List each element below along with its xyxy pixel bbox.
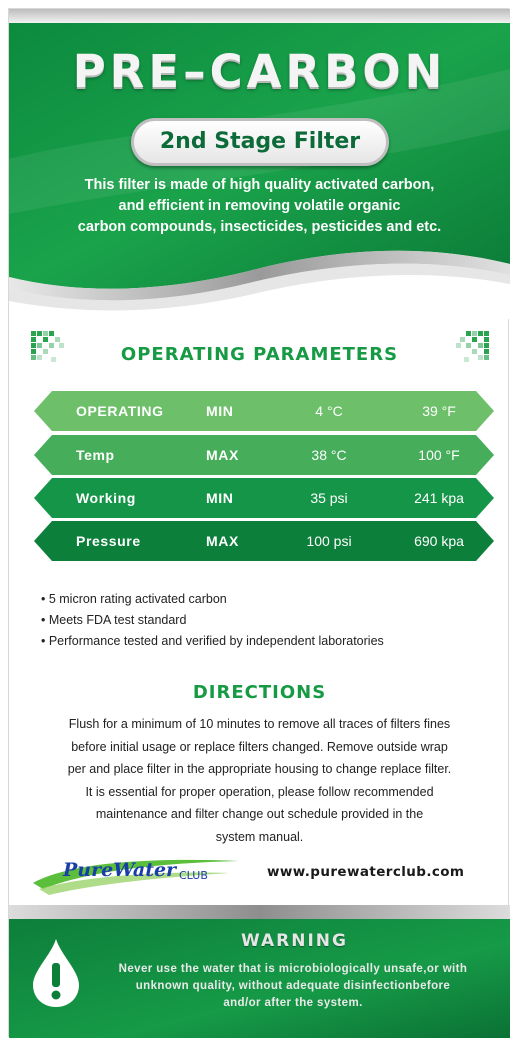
directions-line: system manual. — [215, 829, 304, 844]
parameter-kind: MIN — [206, 490, 234, 506]
directions-line: per and place filter in the appropriate housing to change replace filter. — [67, 762, 452, 776]
parameter-label: Pressure — [76, 533, 141, 549]
warning-line: Never use the water that is microbiologically unsafe,or with — [118, 963, 468, 975]
directions-line: maintenance and filter change out schedule provided in the — [95, 807, 424, 821]
parameter-row — [34, 478, 494, 518]
website-url: www.purewaterclub.com — [267, 864, 465, 880]
intro-line: This filter is made of high quality activated carbon, — [84, 177, 435, 193]
logo-suffix: CLUB — [179, 869, 208, 882]
directions-line: before initial usage or replace filters changed. Remove outside wrap — [71, 739, 448, 754]
parameter-kind: MIN — [206, 403, 234, 419]
parameter-row — [34, 435, 494, 475]
intro-line: carbon compounds, insecticides, pesticides and etc. — [77, 219, 442, 235]
parameter-metric-value: 35 psi — [310, 490, 348, 506]
parameter-metric-value: 4 °C — [315, 403, 343, 419]
parameter-imperial-value: 39 °F — [422, 403, 456, 419]
directions-line: It is essential for proper operation, please follow recommended — [85, 784, 434, 799]
warning-banner — [9, 905, 510, 1038]
header-banner — [9, 9, 510, 319]
parameter-label: Working — [76, 490, 136, 506]
parameter-label: Temp — [76, 447, 115, 463]
directions-text — [27, 713, 492, 848]
parameters-heading: OPERATING PARAMETERS — [120, 344, 399, 365]
intro-line: and efficient in removing volatile organic — [118, 198, 401, 214]
brand-logo — [29, 849, 249, 899]
product-title: PRE–CARBON — [72, 45, 447, 98]
parameter-imperial-value: 100 °F — [418, 447, 460, 463]
intro-text — [29, 175, 490, 238]
feature-item: • Performance tested and verified by independent laboratories — [41, 634, 384, 648]
directions-heading: DIRECTIONS — [192, 682, 327, 703]
parameter-metric-value: 100 psi — [306, 533, 352, 549]
warning-text — [93, 961, 493, 1012]
warning-line: unknown quality, without adequate disinfectionbefore — [135, 980, 451, 992]
parameter-imperial-value: 241 kpa — [414, 490, 464, 506]
feature-list — [41, 589, 384, 652]
parameter-row — [34, 391, 494, 431]
warning-heading: WARNING — [241, 931, 348, 951]
feature-item: • Meets FDA test standard — [41, 613, 187, 627]
directions-line: Flush for a minimum of 10 minutes to remove all traces of filters fines — [68, 717, 451, 731]
warning-line: and/or after the system. — [223, 997, 363, 1009]
filter-label-card — [8, 8, 509, 1037]
parameter-imperial-value: 690 kpa — [414, 533, 464, 549]
logo-wordmark: PureWater — [63, 859, 177, 881]
parameter-label: OPERATING — [76, 403, 164, 419]
parameter-kind: MAX — [206, 533, 239, 549]
feature-item: • 5 micron rating activated carbon — [41, 592, 227, 606]
parameter-row — [34, 521, 494, 561]
parameter-metric-value: 38 °C — [311, 447, 347, 463]
stage-badge: 2nd Stage Filter — [131, 118, 389, 166]
parameter-kind: MAX — [206, 447, 239, 463]
